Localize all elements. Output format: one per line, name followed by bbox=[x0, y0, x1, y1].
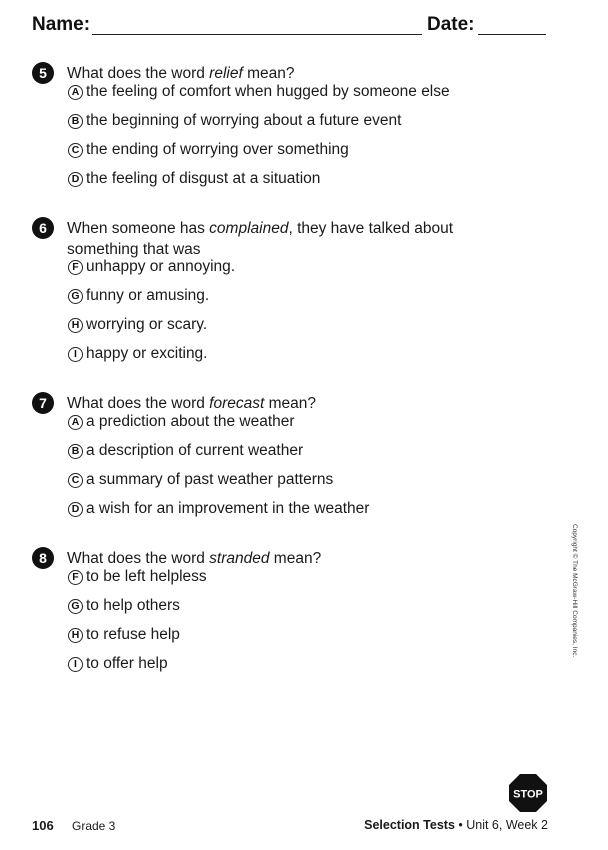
answer-option-text: the feeling of comfort when hugged by someone else bbox=[86, 83, 450, 100]
answer-option-a[interactable] bbox=[68, 82, 450, 102]
answer-option-text: a summary of past weather patterns bbox=[86, 471, 334, 488]
stop-label: STOP bbox=[513, 788, 543, 801]
answer-bubble[interactable]: H bbox=[68, 628, 83, 643]
answer-bubble[interactable]: F bbox=[68, 260, 83, 275]
footer-section bbox=[364, 818, 548, 832]
answer-option-text: to help others bbox=[86, 597, 180, 614]
answer-option-b[interactable] bbox=[68, 441, 303, 461]
question-vocab-word: relief bbox=[209, 65, 243, 82]
question-text-start: When someone has bbox=[67, 220, 210, 237]
answer-option-g[interactable] bbox=[68, 596, 180, 616]
answer-option-text: to refuse help bbox=[86, 626, 180, 643]
question-number-badge: 5 bbox=[32, 62, 54, 84]
answer-bubble[interactable]: B bbox=[68, 444, 83, 459]
footer-grade: Grade 3 bbox=[72, 819, 116, 833]
answer-bubble[interactable]: A bbox=[68, 415, 83, 430]
question-text-end: mean? bbox=[264, 395, 317, 412]
footer-section-title: Selection Tests bbox=[364, 818, 455, 832]
answer-bubble[interactable]: G bbox=[68, 289, 83, 304]
answer-bubble[interactable]: A bbox=[68, 85, 83, 100]
answer-option-text: happy or exciting. bbox=[86, 345, 208, 362]
answer-option-h[interactable] bbox=[68, 625, 180, 645]
answer-option-text: to be left helpless bbox=[86, 568, 207, 585]
answer-option-i[interactable] bbox=[68, 344, 208, 364]
answer-bubble[interactable]: D bbox=[68, 172, 83, 187]
answer-option-text: the beginning of worrying about a future event bbox=[86, 112, 402, 129]
question-vocab-word: complained bbox=[209, 220, 289, 237]
answer-option-d[interactable] bbox=[68, 499, 369, 519]
answer-bubble[interactable]: F bbox=[68, 570, 83, 585]
date-field-line[interactable] bbox=[478, 34, 546, 35]
answer-option-c[interactable] bbox=[68, 470, 333, 490]
answer-bubble[interactable]: B bbox=[68, 114, 83, 129]
answer-option-f[interactable] bbox=[68, 257, 235, 277]
question-text bbox=[67, 548, 487, 569]
answer-option-c[interactable] bbox=[68, 140, 349, 160]
answer-bubble[interactable]: G bbox=[68, 599, 83, 614]
answer-option-a[interactable] bbox=[68, 412, 295, 432]
answer-option-text: worrying or scary. bbox=[86, 316, 208, 333]
answer-bubble[interactable]: I bbox=[68, 347, 83, 362]
answer-option-text: unhappy or annoying. bbox=[86, 258, 236, 275]
question-text-start: What does the word bbox=[67, 395, 210, 412]
answer-bubble[interactable]: C bbox=[68, 473, 83, 488]
footer-bullet: • bbox=[454, 818, 467, 832]
question-text bbox=[67, 393, 487, 414]
answer-bubble[interactable]: C bbox=[68, 143, 83, 158]
question-text-end: mean? bbox=[242, 65, 295, 82]
page-number: 106 bbox=[32, 818, 54, 833]
answer-option-text: the feeling of disgust at a situation bbox=[86, 170, 321, 187]
answer-option-text: the ending of worrying over something bbox=[86, 141, 349, 158]
answer-option-text: funny or amusing. bbox=[86, 287, 210, 304]
question-text-start: What does the word bbox=[67, 65, 210, 82]
question-number-badge: 8 bbox=[32, 547, 54, 569]
answer-option-f[interactable] bbox=[68, 567, 207, 587]
date-label: Date: bbox=[427, 14, 475, 35]
page-header bbox=[32, 14, 552, 40]
answer-bubble[interactable]: H bbox=[68, 318, 83, 333]
copyright-notice: Copyright © The McGraw-Hill Companies, Inc. bbox=[571, 524, 578, 658]
name-label: Name: bbox=[32, 14, 91, 35]
answer-option-h[interactable] bbox=[68, 315, 207, 335]
question-number-badge: 7 bbox=[32, 392, 54, 414]
answer-option-i[interactable] bbox=[68, 654, 168, 674]
stop-sign-icon bbox=[508, 773, 548, 813]
answer-option-b[interactable] bbox=[68, 111, 401, 131]
answer-bubble[interactable]: I bbox=[68, 657, 83, 672]
question-text bbox=[67, 63, 487, 84]
answer-option-text: a wish for an improvement in the weather bbox=[86, 500, 370, 517]
question-number-badge: 6 bbox=[32, 217, 54, 239]
answer-option-text: to offer help bbox=[86, 655, 168, 672]
answer-bubble[interactable]: D bbox=[68, 502, 83, 517]
answer-option-d[interactable] bbox=[68, 169, 320, 189]
question-text bbox=[67, 218, 487, 260]
answer-option-g[interactable] bbox=[68, 286, 209, 306]
question-vocab-word: stranded bbox=[209, 550, 270, 567]
name-field-line[interactable] bbox=[92, 34, 422, 35]
question-vocab-word: forecast bbox=[209, 395, 265, 412]
question-text-end: mean? bbox=[269, 550, 322, 567]
answer-option-text: a description of current weather bbox=[86, 442, 304, 459]
answer-option-text: a prediction about the weather bbox=[86, 413, 295, 430]
question-text-end: , they have talked about something that was bbox=[67, 220, 454, 258]
footer-unit-week: Unit 6, Week 2 bbox=[466, 818, 548, 832]
question-text-start: What does the word bbox=[67, 550, 210, 567]
